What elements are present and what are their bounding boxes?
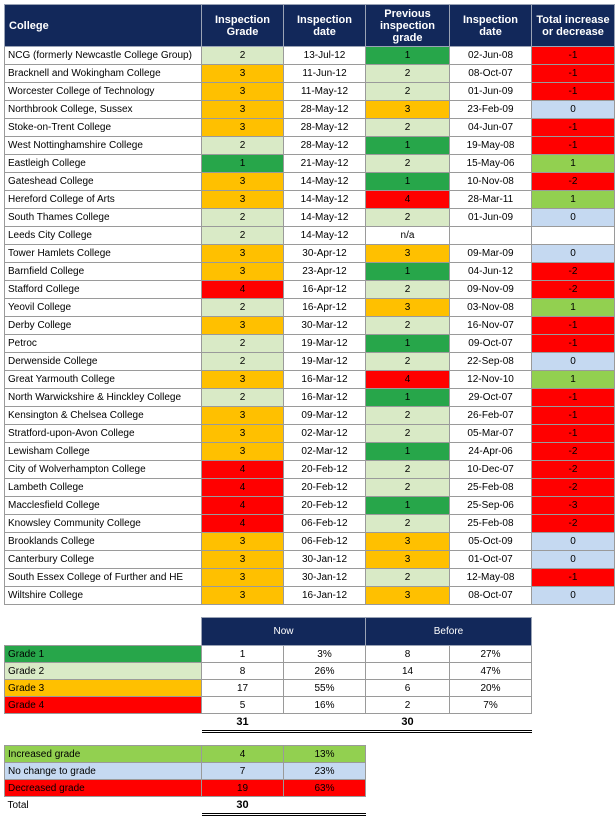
grade-cell: 3 [202,83,284,101]
grade-cell: 3 [202,533,284,551]
table-row [5,281,615,299]
previous-grade-cell: 2 [366,461,450,479]
now-percent: 55% [284,680,366,697]
previous-date-cell: 22-Sep-08 [450,353,532,371]
previous-date-cell: 19-May-08 [450,137,532,155]
college-name-cell: Tower Hamlets College [5,245,202,263]
now-percent: 16% [284,697,366,714]
change-cell [532,227,615,245]
before-percent: 7% [450,697,532,714]
change-cell: -2 [532,173,615,191]
table-row [5,425,615,443]
previous-grade-cell: 2 [366,515,450,533]
change-cell: -2 [532,479,615,497]
table-row [5,569,615,587]
college-name-cell: Derby College [5,317,202,335]
previous-grade-cell: 2 [366,407,450,425]
college-name-cell: South Essex College of Further and HE [5,569,202,587]
table-row [5,83,615,101]
previous-date-cell: 05-Mar-07 [450,425,532,443]
previous-date-cell [450,227,532,245]
change-cell: 1 [532,371,615,389]
inspection-date-cell: 16-Apr-12 [284,281,366,299]
table-row [5,461,615,479]
grade-cell: 3 [202,317,284,335]
inspection-date-cell: 20-Feb-12 [284,497,366,515]
college-name-cell: Eastleigh College [5,155,202,173]
change-cell: 1 [532,191,615,209]
grade-cell: 3 [202,371,284,389]
grade-cell: 3 [202,569,284,587]
table-row [5,335,615,353]
previous-date-cell: 09-Mar-09 [450,245,532,263]
inspection-date-cell: 16-Apr-12 [284,299,366,317]
change-summary-row [5,763,366,780]
previous-grade-cell: 3 [366,299,450,317]
grade-cell: 2 [202,335,284,353]
previous-date-cell: 09-Nov-09 [450,281,532,299]
change-cell: -1 [532,119,615,137]
college-name-cell: Stoke-on-Trent College [5,119,202,137]
previous-date-cell: 02-Jun-08 [450,47,532,65]
previous-grade-cell: 3 [366,245,450,263]
grade-label: Grade 2 [5,663,202,680]
previous-date-cell: 03-Nov-08 [450,299,532,317]
change-cell: -2 [532,461,615,479]
inspection-date-cell: 28-May-12 [284,137,366,155]
change-total: 30 [202,797,284,815]
previous-grade-cell: 1 [366,335,450,353]
change-percent: 63% [284,780,366,797]
change-cell: 0 [532,245,615,263]
college-name-cell: Wiltshire College [5,587,202,605]
grade-cell: 3 [202,101,284,119]
table-row [5,209,615,227]
inspection-date-cell: 02-Mar-12 [284,443,366,461]
before-count: 2 [366,697,450,714]
inspection-date-cell: 20-Feb-12 [284,461,366,479]
table-row [5,533,615,551]
previous-grade-cell: 2 [366,281,450,299]
previous-date-cell: 10-Dec-07 [450,461,532,479]
inspection-date-cell: 20-Feb-12 [284,479,366,497]
now-count: 8 [202,663,284,680]
table-row [5,155,615,173]
grade-cell: 3 [202,263,284,281]
header-college: College [5,5,202,47]
grade-cell: 4 [202,461,284,479]
change-cell: -1 [532,407,615,425]
previous-grade-cell: 2 [366,83,450,101]
table-row [5,497,615,515]
previous-date-cell: 12-Nov-10 [450,371,532,389]
grade-cell: 2 [202,209,284,227]
before-count: 6 [366,680,450,697]
change-label: No change to grade [5,763,202,780]
header-grade: Inspection Grade [202,5,284,47]
inspection-date-cell: 30-Jan-12 [284,569,366,587]
before-count: 8 [366,646,450,663]
table-row [5,551,615,569]
change-label: Increased grade [5,746,202,763]
table-row [5,389,615,407]
previous-grade-cell: 2 [366,425,450,443]
header-row [5,5,615,47]
college-name-cell: Canterbury College [5,551,202,569]
grade-cell: 3 [202,551,284,569]
college-name-cell: Barnfield College [5,263,202,281]
table-row [5,317,615,335]
change-cell: 1 [532,299,615,317]
header-prev-date: Inspection date [450,5,532,47]
table-row [5,479,615,497]
inspection-date-cell: 28-May-12 [284,119,366,137]
inspection-date-cell: 02-Mar-12 [284,425,366,443]
previous-grade-cell: 4 [366,191,450,209]
table-row [5,299,615,317]
previous-date-cell: 15-May-06 [450,155,532,173]
college-name-cell: Great Yarmouth College [5,371,202,389]
change-cell: -1 [532,335,615,353]
change-cell: 1 [532,155,615,173]
previous-grade-cell: 2 [366,569,450,587]
inspection-date-cell: 11-May-12 [284,83,366,101]
inspection-date-cell: 16-Mar-12 [284,389,366,407]
previous-date-cell: 04-Jun-12 [450,263,532,281]
header-change: Total increase or decrease [532,5,615,47]
change-cell: -1 [532,83,615,101]
change-count: 7 [202,763,284,780]
change-count: 19 [202,780,284,797]
previous-date-cell: 10-Nov-08 [450,173,532,191]
previous-grade-cell: 2 [366,155,450,173]
change-cell: 0 [532,533,615,551]
grade-label: Grade 3 [5,680,202,697]
college-name-cell: Macclesfield College [5,497,202,515]
previous-date-cell: 01-Oct-07 [450,551,532,569]
grade-cell: 3 [202,425,284,443]
college-name-cell: Brooklands College [5,533,202,551]
summary-row [5,697,532,714]
table-row [5,353,615,371]
header-date: Inspection date [284,5,366,47]
change-cell: -2 [532,263,615,281]
change-percent: 23% [284,763,366,780]
inspection-date-cell: 19-Mar-12 [284,335,366,353]
table-row [5,263,615,281]
previous-grade-cell: 2 [366,209,450,227]
inspection-date-cell: 14-May-12 [284,191,366,209]
previous-date-cell: 04-Jun-07 [450,119,532,137]
inspection-date-cell: 14-May-12 [284,173,366,191]
inspection-date-cell: 23-Apr-12 [284,263,366,281]
table-row [5,65,615,83]
before-percent: 20% [450,680,532,697]
change-cell: -1 [532,47,615,65]
college-name-cell: Bracknell and Wokingham College [5,65,202,83]
total-label: Total [7,800,29,812]
college-name-cell: Hereford College of Arts [5,191,202,209]
change-cell: 0 [532,587,615,605]
previous-date-cell: 25-Sep-06 [450,497,532,515]
previous-date-cell: 23-Feb-09 [450,101,532,119]
change-cell: 0 [532,353,615,371]
inspection-date-cell: 14-May-12 [284,209,366,227]
previous-grade-cell: 1 [366,443,450,461]
college-name-cell: Northbrook College, Sussex [5,101,202,119]
inspection-date-cell: 06-Feb-12 [284,533,366,551]
now-count: 1 [202,646,284,663]
previous-grade-cell: 2 [366,65,450,83]
now-count: 5 [202,697,284,714]
inspection-date-cell: 21-May-12 [284,155,366,173]
change-summary-row [5,780,366,797]
college-name-cell: Worcester College of Technology [5,83,202,101]
change-cell: 0 [532,101,615,119]
change-cell: -1 [532,389,615,407]
college-name-cell: Stratford-upon-Avon College [5,425,202,443]
change-percent: 13% [284,746,366,763]
before-percent: 47% [450,663,532,680]
previous-date-cell: 01-Jun-09 [450,83,532,101]
change-cell: -1 [532,425,615,443]
grade-cell: 2 [202,299,284,317]
grade-cell: 4 [202,497,284,515]
grade-cell: 3 [202,587,284,605]
previous-grade-cell: 1 [366,173,450,191]
change-cell: -1 [532,317,615,335]
previous-date-cell: 25-Feb-08 [450,515,532,533]
table-row [5,191,615,209]
grade-cell: 2 [202,353,284,371]
previous-grade-cell: 3 [366,587,450,605]
grade-cell: 3 [202,407,284,425]
college-name-cell: City of Wolverhampton College [5,461,202,479]
college-name-cell: Gateshead College [5,173,202,191]
grade-label: Grade 4 [5,697,202,714]
now-total: 31 [202,714,284,732]
table-row [5,227,615,245]
inspection-date-cell: 14-May-12 [284,227,366,245]
grade-cell: 2 [202,389,284,407]
college-name-cell: Leeds City College [5,227,202,245]
before-percent: 27% [450,646,532,663]
college-name-cell: Knowsley Community College [5,515,202,533]
previous-date-cell: 26-Feb-07 [450,407,532,425]
previous-date-cell: 09-Oct-07 [450,335,532,353]
grade-summary-table [4,617,532,733]
previous-date-cell: 08-Oct-07 [450,65,532,83]
previous-grade-cell: 2 [366,479,450,497]
previous-date-cell: 24-Apr-06 [450,443,532,461]
previous-date-cell: 08-Oct-07 [450,587,532,605]
previous-grade-cell: 2 [366,353,450,371]
grade-cell: 1 [202,155,284,173]
grade-cell: 4 [202,281,284,299]
change-cell: -2 [532,515,615,533]
college-name-cell: South Thames College [5,209,202,227]
summary-row [5,680,532,697]
previous-grade-cell: 2 [366,317,450,335]
table-row [5,47,615,65]
grade-cell: 2 [202,47,284,65]
table-row [5,515,615,533]
previous-grade-cell: 1 [366,137,450,155]
header-prev-grade: Previous inspection grade [366,5,450,47]
change-cell: -2 [532,443,615,461]
before-count: 14 [366,663,450,680]
previous-date-cell: 28-Mar-11 [450,191,532,209]
previous-grade-cell: 1 [366,47,450,65]
change-cell: 0 [532,551,615,569]
table-row [5,101,615,119]
table-row [5,407,615,425]
grade-cell: 3 [202,119,284,137]
college-name-cell: Kensington & Chelsea College [5,407,202,425]
table-row [5,443,615,461]
change-cell: -1 [532,569,615,587]
college-name-cell: Lambeth College [5,479,202,497]
inspection-table [4,4,615,605]
before-header: Before [366,618,532,646]
change-count: 4 [202,746,284,763]
previous-date-cell: 16-Nov-07 [450,317,532,335]
table-row [5,245,615,263]
grade-cell: 2 [202,227,284,245]
change-cell: -3 [532,497,615,515]
now-header: Now [202,618,366,646]
change-cell: -1 [532,137,615,155]
inspection-date-cell: 06-Feb-12 [284,515,366,533]
previous-date-cell: 12-May-08 [450,569,532,587]
grade-cell: 3 [202,65,284,83]
college-name-cell: Yeovil College [5,299,202,317]
inspection-date-cell: 28-May-12 [284,101,366,119]
summary-row [5,663,532,680]
now-percent: 3% [284,646,366,663]
previous-grade-cell: 3 [366,101,450,119]
previous-grade-cell: 3 [366,533,450,551]
table-row [5,119,615,137]
change-summary-table [4,745,366,816]
summary-row [5,646,532,663]
table-row [5,173,615,191]
table-row [5,371,615,389]
college-name-cell: West Nottinghamshire College [5,137,202,155]
grade-cell: 4 [202,515,284,533]
inspection-date-cell: 30-Mar-12 [284,317,366,335]
inspection-date-cell: 09-Mar-12 [284,407,366,425]
table-row [5,137,615,155]
college-name-cell: Lewisham College [5,443,202,461]
grade-cell: 2 [202,137,284,155]
inspection-date-cell: 11-Jun-12 [284,65,366,83]
previous-grade-cell: 1 [366,389,450,407]
grade-cell: 3 [202,245,284,263]
previous-date-cell: 29-Oct-07 [450,389,532,407]
college-name-cell: Petroc [5,335,202,353]
grade-cell: 3 [202,191,284,209]
previous-date-cell: 05-Oct-09 [450,533,532,551]
grade-cell: 4 [202,479,284,497]
grade-label: Grade 1 [5,646,202,663]
inspection-date-cell: 16-Mar-12 [284,371,366,389]
change-summary-row [5,746,366,763]
college-name-cell: North Warwickshire & Hinckley College [5,389,202,407]
college-name-cell: Derwenside College [5,353,202,371]
previous-grade-cell: 1 [366,263,450,281]
before-total: 30 [366,714,450,732]
previous-grade-cell: 3 [366,551,450,569]
college-name-cell: Stafford College [5,281,202,299]
table-row [5,587,615,605]
now-percent: 26% [284,663,366,680]
previous-date-cell: 01-Jun-09 [450,209,532,227]
inspection-date-cell: 13-Jul-12 [284,47,366,65]
college-name-cell: NCG (formerly Newcastle College Group) [5,47,202,65]
change-cell: 0 [532,209,615,227]
inspection-date-cell: 30-Jan-12 [284,551,366,569]
inspection-date-cell: 19-Mar-12 [284,353,366,371]
now-count: 17 [202,680,284,697]
previous-grade-cell: n/a [366,227,450,245]
previous-grade-cell: 1 [366,497,450,515]
change-cell: -2 [532,281,615,299]
previous-grade-cell: 4 [366,371,450,389]
grade-cell: 3 [202,173,284,191]
grade-cell: 3 [202,443,284,461]
previous-date-cell: 25-Feb-08 [450,479,532,497]
inspection-date-cell: 16-Jan-12 [284,587,366,605]
inspection-date-cell: 30-Apr-12 [284,245,366,263]
change-label: Decreased grade [5,780,202,797]
previous-grade-cell: 2 [366,119,450,137]
change-cell: -1 [532,65,615,83]
